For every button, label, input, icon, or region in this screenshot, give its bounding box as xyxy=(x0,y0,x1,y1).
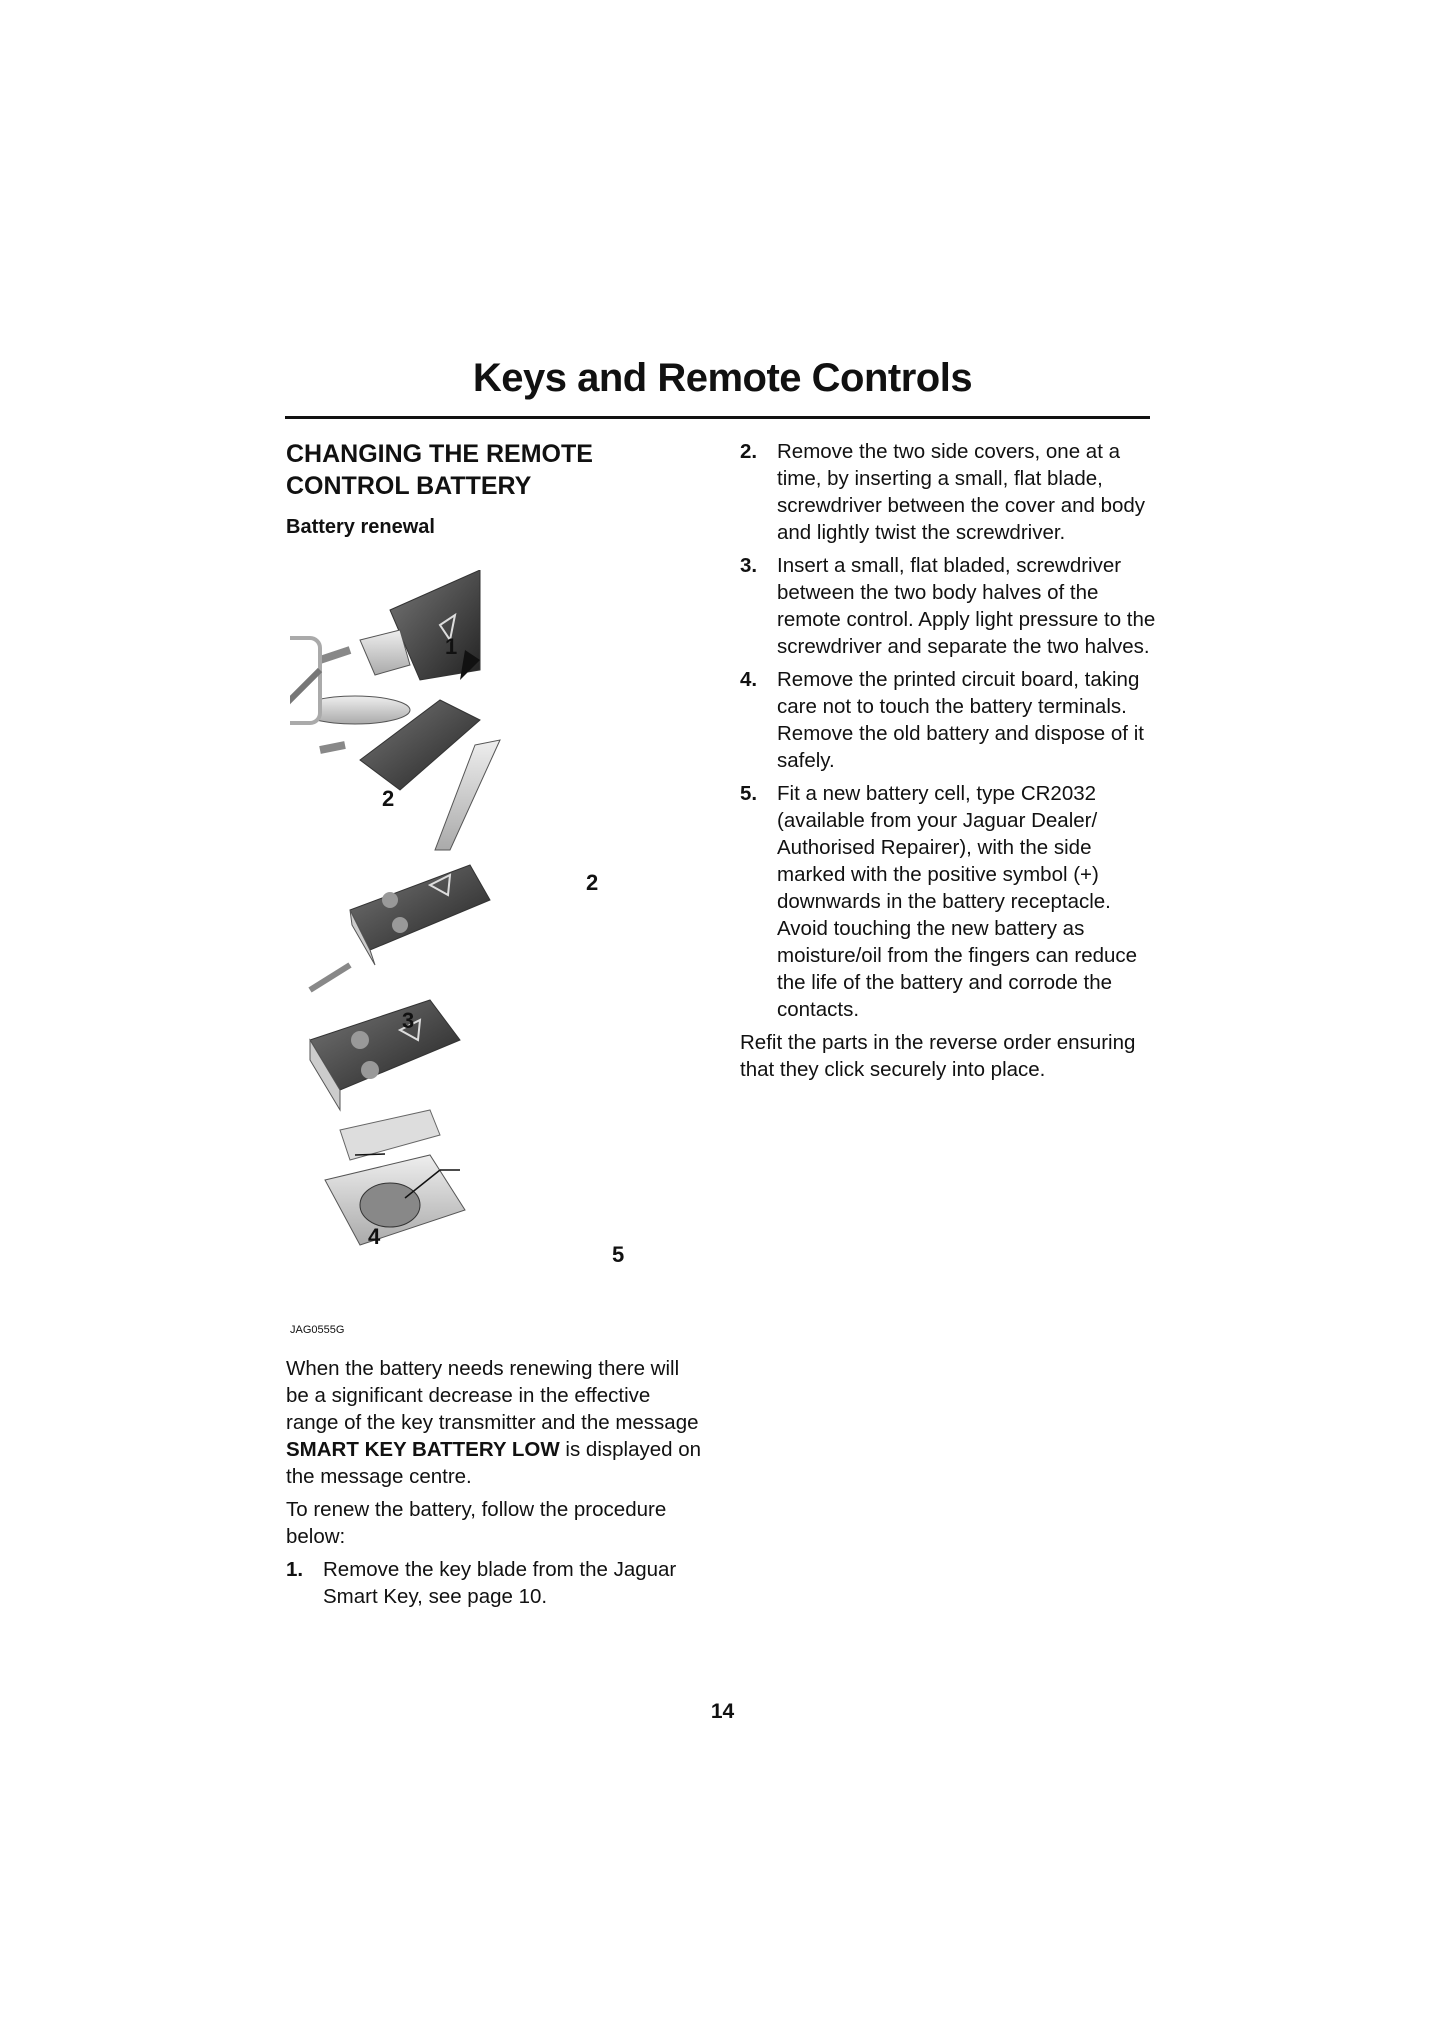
section-heading: CHANGING THE REMOTE CONTROL BATTERY xyxy=(286,440,593,500)
step-4 xyxy=(740,666,1160,774)
right-column xyxy=(740,438,1160,1089)
step-text: Remove the key blade from the Jaguar Smart Key, see page 10. xyxy=(323,1558,677,1608)
intro-text xyxy=(286,1355,706,1616)
step-2 xyxy=(740,438,1160,546)
page-title: Keys and Remote Controls xyxy=(472,356,973,400)
callout-3: 3 xyxy=(402,1008,415,1033)
callout-2a: 2 xyxy=(382,786,395,811)
step-number: 5. xyxy=(740,782,758,805)
step-number: 1. xyxy=(286,1558,304,1581)
step-number: 4. xyxy=(740,668,758,691)
subheading: Battery renewal xyxy=(286,516,435,538)
step-text: Insert a small, flat bladed, screwdriver between the two body halves of the remote control. Apply light pressure to the screwdriver and separate the two halves. xyxy=(777,554,1156,658)
intro-paragraph xyxy=(286,1355,706,1490)
step-number: 2. xyxy=(740,440,758,463)
battery-renewal-illustration xyxy=(290,570,640,1340)
figure-code: JAG0555G xyxy=(290,1324,345,1336)
warning-message: SMART KEY BATTERY LOW xyxy=(286,1438,560,1461)
key-exploded-diagram xyxy=(290,570,640,1340)
callout-1: 1 xyxy=(445,634,458,659)
callout-5: 5 xyxy=(612,1242,625,1267)
closing-paragraph: Refit the parts in the reverse order ensuring that they click securely into place. xyxy=(740,1031,1136,1081)
intro-text-end: is displayed on the message centre. xyxy=(286,1438,702,1488)
step-3 xyxy=(740,552,1160,660)
intro-text-start: When the battery needs renewing there will be a significant decrease in the effective range of the key transmitter and the message xyxy=(286,1357,699,1434)
page-number: 14 xyxy=(710,1700,735,1723)
step-text: Remove the two side covers, one at a time, by inserting a small, flat blade, screwdriver between the cover and body and lightly twist the screwdriver. xyxy=(777,440,1146,544)
callout-4: 4 xyxy=(368,1224,381,1249)
step-number: 3. xyxy=(740,554,758,577)
step-text: Fit a new battery cell, type CR2032 (available from your Jaguar Dealer/ Authorised Repairer), with the side marked with the positive symbol (+) downwards in the battery receptacle. Avoid touching the new battery as moisture/oil from the fingers can reduce the life of the battery and corrode the contacts. xyxy=(777,782,1138,1021)
left-column xyxy=(286,438,706,541)
procedure-intro: To renew the battery, follow the procedure below: xyxy=(286,1498,667,1548)
step-1 xyxy=(286,1556,706,1610)
step-5 xyxy=(740,780,1160,1023)
callout-2b: 2 xyxy=(586,870,599,895)
step-text: Remove the printed circuit board, taking care not to touch the battery terminals. Remove the old battery and dispose of it safely. xyxy=(777,668,1144,772)
title-rule xyxy=(285,416,1150,419)
